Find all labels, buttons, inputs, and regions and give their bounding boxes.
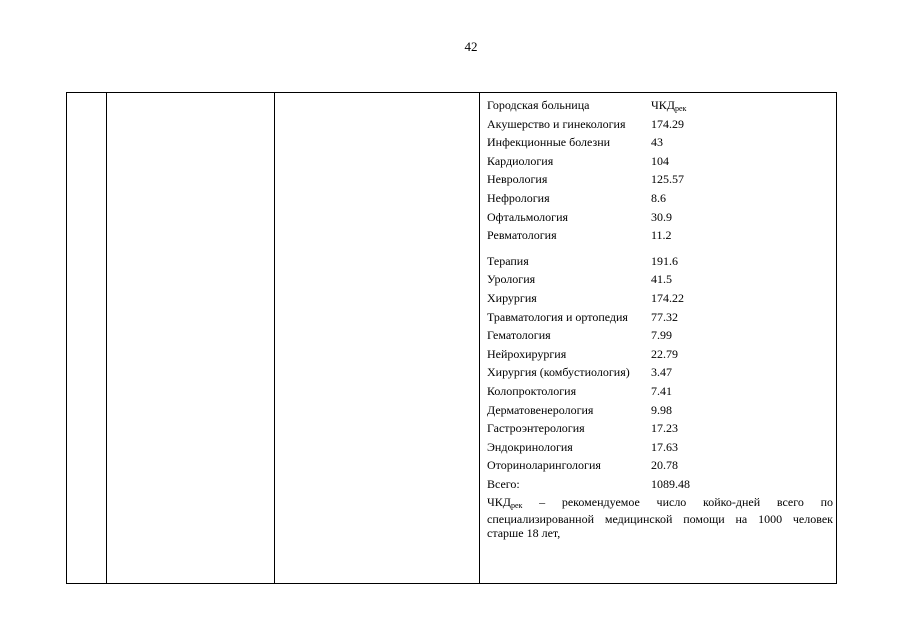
specialty-value: 8.6 [651,190,666,205]
specialty-value: 104 [651,153,669,168]
header-value: $ЧКД_{рек}$ [651,98,687,113]
specialty-name: Эндокринология [487,439,573,454]
specialty-value: 3.47 [651,365,672,380]
specialty-value: 11.2 [651,228,672,243]
table-row [487,189,833,208]
specialty-name: Терапия [487,253,529,268]
specialty-name: Хирургия [487,290,537,305]
specialty-name: Нефрология [487,190,550,205]
column-divider [479,93,480,583]
table-row [487,401,833,420]
table-row [487,226,833,245]
table-row [487,152,833,171]
specialty-name: Нейрохирургия [487,346,567,361]
header-name: Городская больница [487,98,590,112]
specialty-value: 77.32 [651,309,678,324]
table-row [487,438,833,457]
rows-group-1 [487,115,833,245]
table-row [487,270,833,289]
specialty-value: 174.29 [651,116,684,131]
table-row [487,308,833,327]
table-row [487,345,833,364]
total-row [487,475,833,494]
specialty-value: 191.6 [651,253,678,268]
table-row [487,456,833,475]
specialty-value: 20.78 [651,458,678,473]
table-row [487,289,833,308]
table-row [487,252,833,271]
specialty-value: 22.79 [651,346,678,361]
footnote: $ЧКД_{рек}$ – рекомендуемое число койко-дней всего по специализированной медицинской помощи на 1000 человек старше 18 лет, [487,495,833,541]
table-row [487,419,833,438]
specialty-value: 7.41 [651,383,672,398]
table-row [487,133,833,152]
specialty-value: 30.9 [651,209,672,224]
specialty-name: Неврология [487,172,548,187]
table-row [487,363,833,382]
specialty-value: 125.57 [651,172,684,187]
total-value: 1089.48 [651,476,690,491]
specialty-name: Колопроктология [487,383,577,398]
specialty-name: Дерматовенерология [487,402,594,417]
table-row [487,326,833,345]
specialty-value: 17.23 [651,421,678,436]
specialty-name: Инфекционные болезни [487,135,611,150]
specialty-value: 9.98 [651,402,672,417]
page-number: 42 [464,39,478,54]
specialty-name: Кардиология [487,153,554,168]
specialty-value: 43 [651,135,663,150]
specialty-name: Гематология [487,328,551,343]
specialty-name: Гастроэнтерология [487,421,585,436]
column-divider [274,93,275,583]
table-row [487,208,833,227]
specialty-name: Оториноларингология [487,458,601,473]
specialty-value: 174.22 [651,290,684,305]
specialty-name: Акушерство и гинекология [487,116,626,131]
specialty-name: Офтальмология [487,209,569,224]
specialty-name: Хирургия (комбустиология) [487,365,630,380]
bed-days-table [487,96,833,541]
total-label: Всего: [487,476,520,491]
table-row [487,170,833,189]
rows-group-2 [487,252,833,475]
specialty-name: Травматология и ортопедия [487,309,628,324]
spacer [487,245,833,252]
table-row [487,382,833,401]
specialty-name: Ревматология [487,228,557,243]
specialty-name: Урология [487,272,536,287]
specialty-value: 7.99 [651,328,672,343]
specialty-value: 41.5 [651,272,672,287]
table-header-row [487,96,833,115]
table-row [487,115,833,134]
specialty-value: 17.63 [651,439,678,454]
column-divider [106,93,107,583]
